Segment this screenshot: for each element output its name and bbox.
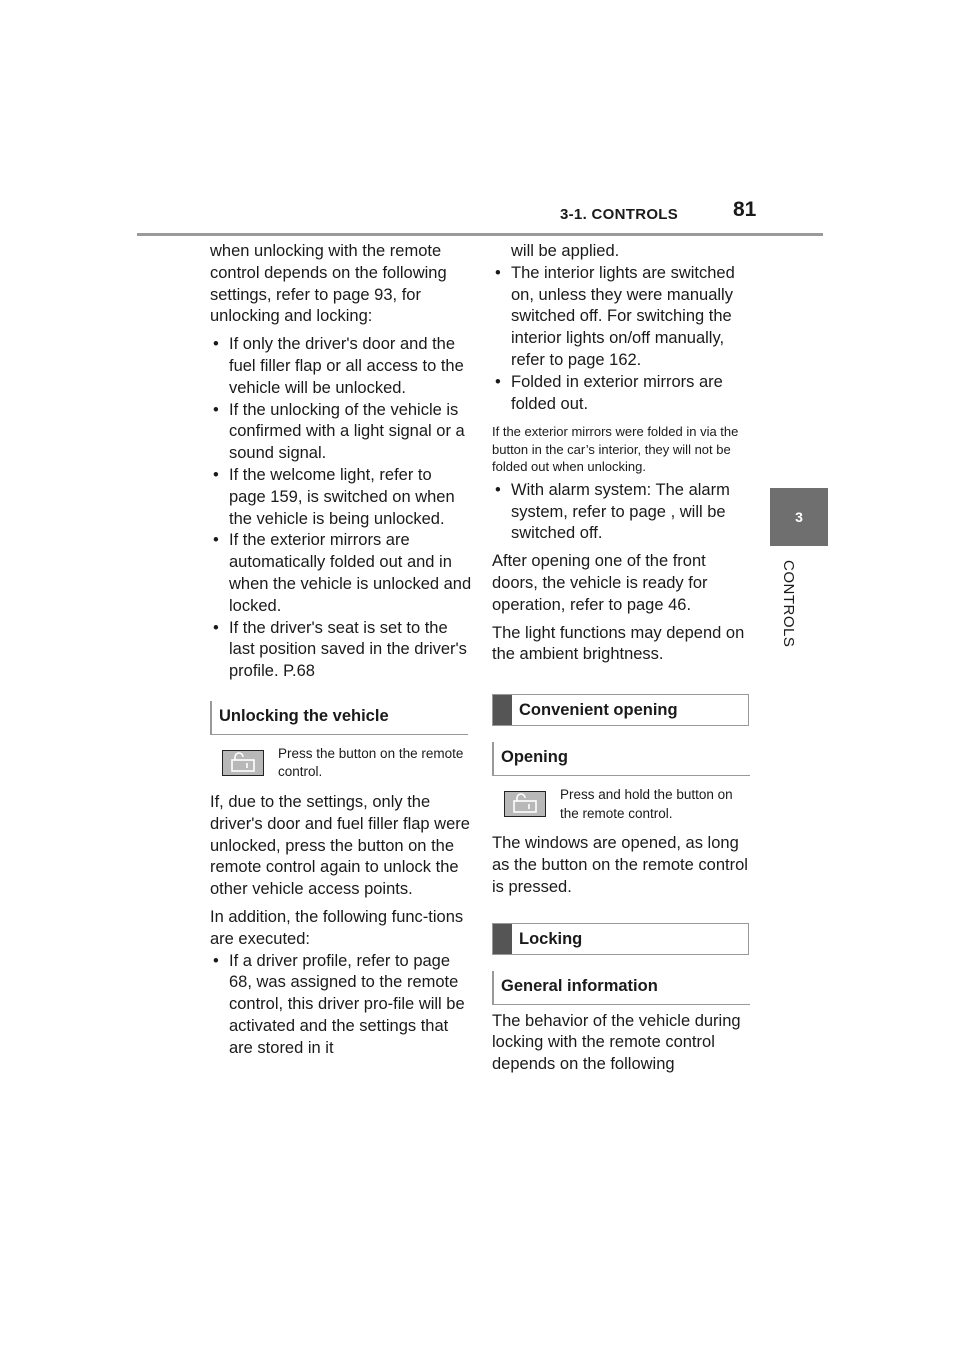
functions-list (210, 951, 472, 1060)
alarm-list (492, 480, 754, 545)
heading-opening: Opening (492, 742, 750, 776)
chapter-side-label: CONTROLS (780, 560, 797, 648)
heading-convenient-opening: Convenient opening (492, 694, 749, 726)
unlock-button-instruction (222, 745, 472, 782)
list-item: • With alarm system: The alarm system, refer to page , will be switched off. (492, 480, 754, 545)
unlock-padlock-icon (222, 750, 264, 776)
list-item: • Folded in exterior mirrors are folded out. (492, 372, 754, 416)
unlock-button-text: Press the button on the remote control. (278, 745, 464, 780)
list-item: • If only the driver's door and the fuel filler flap or all access to the vehicle will be unlocked. (210, 334, 472, 399)
addition-paragraph: In addition, the following func-tions are executed: (210, 907, 464, 948)
unlock-padlock-icon (504, 791, 546, 817)
intro-paragraph: when unlocking with the remote control depends on the following settings, refer to page 93, for unlocking and locking: (210, 242, 447, 326)
section-title: 3-1. CONTROLS (560, 206, 679, 223)
windows-paragraph: The windows are opened, as long as the button on the remote control is pressed. (492, 834, 748, 896)
list-item: • If the exterior mirrors are automatically folded out and in when the vehicle is unlocked and locked. (210, 530, 472, 617)
chapter-tab: 3 (770, 488, 828, 546)
mirror-note: If the exterior mirrors were folded in via the button in the car’s interior, they will not be folded out when unlocking. (492, 424, 739, 475)
right-column (492, 241, 754, 1082)
list-item: • If the driver's seat is set to the last position saved in the driver's profile. P.68 (210, 618, 472, 683)
ready-paragraph: After opening one of the front doors, the vehicle is ready for operation, refer to page 46. (492, 552, 708, 614)
list-item: • The interior lights are switched on, unless they were manually switched off. For switching the interior lights on/off manually, refer to page 162. (492, 263, 754, 372)
heading-locking: Locking (492, 923, 749, 955)
settings-paragraph: If, due to the settings, only the driver's door and fuel filler flap were unlocked, press the button on the remote control again to unlock the other vehicle access points. (210, 792, 470, 899)
functions-list-continued (492, 263, 754, 416)
heading-general-information: General information (492, 971, 750, 1005)
settings-list (210, 334, 472, 683)
light-paragraph: The light functions may depend on the ambient brightness. (492, 623, 745, 664)
page-number: 81 (733, 198, 757, 221)
continued-text: will be applied. (511, 242, 620, 260)
opening-button-text: Press and hold the button on the remote control. (560, 787, 733, 821)
opening-button-instruction (504, 786, 754, 823)
left-column (210, 241, 472, 1066)
list-item: • If a driver profile, refer to page 68, was assigned to the remote control, this driver pro-file will be activated and the settings that are stored in it (210, 951, 472, 1060)
heading-unlocking-vehicle: Unlocking the vehicle (210, 701, 468, 735)
list-item: • If the welcome light, refer to page 159, is switched on when the vehicle is being unlocked. (210, 465, 472, 530)
list-item: • If the unlocking of the vehicle is confirmed with a light signal or a sound signal. (210, 400, 472, 465)
header-divider (137, 233, 823, 236)
behavior-paragraph: The behavior of the vehicle during locking with the remote control depends on the following (492, 1011, 741, 1074)
